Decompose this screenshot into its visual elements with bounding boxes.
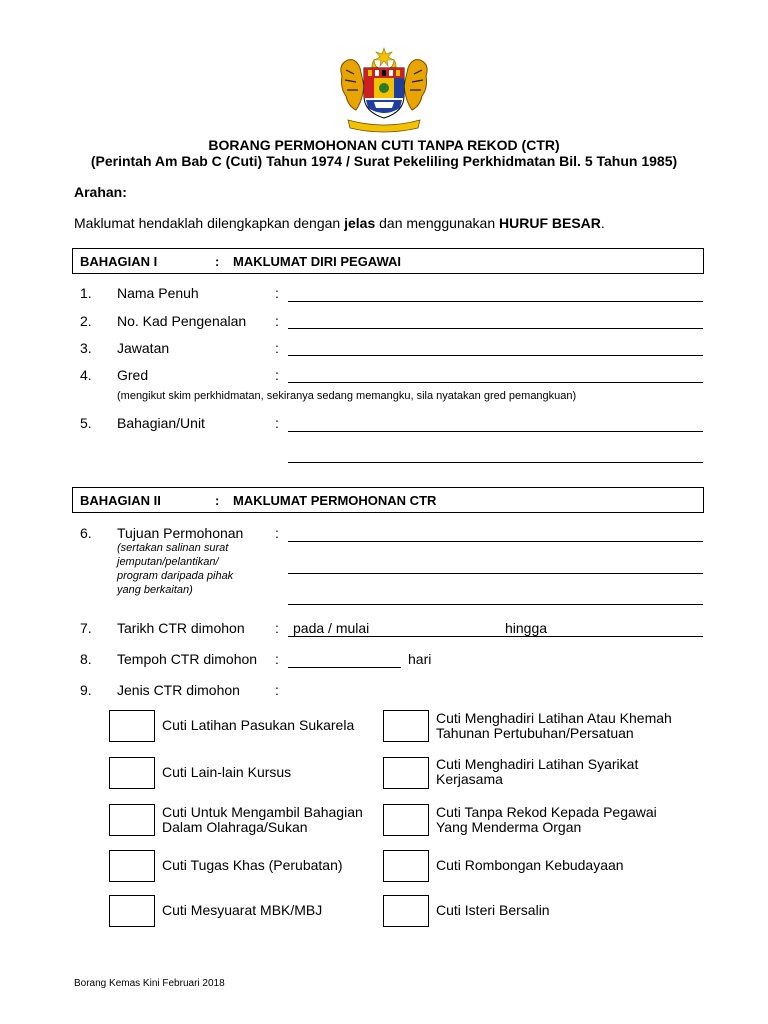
option-lain-lain-kursus: Cuti Lain-lain Kursus	[162, 764, 292, 780]
section-1-header: BAHAGIAN I : MAKLUMAT DIRI PEGAWAI	[72, 248, 704, 274]
checkbox-tugas-khas[interactable]	[109, 850, 155, 882]
option-isteri-bersalin: Cuti Isteri Bersalin	[436, 902, 550, 918]
checkbox-lain-lain-kursus[interactable]	[109, 757, 155, 789]
instructions-heading: Arahan:	[74, 184, 127, 200]
option-olahraga-sukan: Cuti Untuk Mengambil Bahagian Dalam Olahraga/Sukan	[162, 804, 363, 835]
checkbox-menderma-organ[interactable]	[383, 804, 429, 836]
section-2-header: BAHAGIAN II : MAKLUMAT PERMOHONAN CTR	[72, 487, 704, 513]
tarikh-field[interactable]	[288, 636, 703, 637]
label-jenis: Jenis CTR dimohon	[117, 682, 240, 698]
instructions-text: Maklumat hendaklah dilengkapkan dengan jelas dan menggunakan HURUF BESAR.	[74, 215, 605, 231]
label-nama-penuh: Nama Penuh	[117, 285, 199, 301]
gred-field[interactable]	[288, 382, 703, 383]
section-1-name: BAHAGIAN I	[80, 254, 158, 269]
jawatan-field[interactable]	[288, 355, 703, 356]
checkbox-mesyuarat[interactable]	[109, 895, 155, 927]
tarikh-from-label: pada / mulai	[293, 620, 370, 636]
checkbox-isteri-bersalin[interactable]	[383, 895, 429, 927]
kad-pengenalan-field[interactable]	[288, 328, 703, 329]
option-menderma-organ: Cuti Tanpa Rekod Kepada Pegawai Yang Menderma Organ	[436, 804, 657, 835]
tujuan-field-2[interactable]	[288, 573, 703, 574]
label-tarikh: Tarikh CTR dimohon	[117, 620, 245, 636]
tujuan-field-1[interactable]	[288, 541, 703, 542]
tempoh-unit: hari	[408, 651, 432, 667]
coat-of-arms-logo	[334, 46, 434, 134]
option-latihan-khemah: Cuti Menghadiri Latihan Atau Khemah Tahunan Pertubuhan/Persatuan	[436, 710, 672, 741]
label-gred: Gred	[117, 367, 149, 383]
label-tujuan: Tujuan Permohonan	[117, 525, 244, 541]
nama-penuh-field[interactable]	[288, 301, 703, 302]
gred-note: (mengikut skim perkhidmatan, sekiranya sedang memangku, sila nyatakan gred pemangkuan)	[117, 390, 577, 402]
tujuan-field-3[interactable]	[288, 604, 703, 605]
form-subtitle: (Perintah Am Bab C (Cuti) Tahun 1974 / Surat Pekeliling Perkhidmatan Bil. 5 Tahun 1985)	[90, 153, 678, 169]
bahagian-unit-field-2[interactable]	[288, 462, 703, 463]
tempoh-field[interactable]	[288, 667, 401, 668]
bahagian-unit-field[interactable]	[288, 431, 703, 432]
label-kad-pengenalan: No. Kad Pengenalan	[117, 313, 247, 329]
label-bahagian-unit: Bahagian/Unit	[117, 415, 205, 431]
checkbox-latihan-khemah[interactable]	[383, 710, 429, 742]
label-tempoh: Tempoh CTR dimohon	[117, 651, 258, 667]
section-2-title: MAKLUMAT PERMOHONAN CTR	[233, 493, 437, 508]
checkbox-rombongan-kebudayaan[interactable]	[383, 850, 429, 882]
option-pasukan-sukarela: Cuti Latihan Pasukan Sukarela	[162, 717, 355, 733]
tarikh-to-label: hingga	[505, 620, 548, 636]
section-2-name: BAHAGIAN II	[80, 493, 161, 508]
form-title: BORANG PERMOHONAN CUTI TANPA REKOD (CTR)	[208, 137, 560, 153]
option-rombongan-kebudayaan: Cuti Rombongan Kebudayaan	[436, 857, 624, 873]
checkbox-olahraga-sukan[interactable]	[109, 804, 155, 836]
label-jawatan: Jawatan	[117, 340, 170, 356]
checkbox-syarikat-kerjasama[interactable]	[383, 757, 429, 789]
checkbox-pasukan-sukarela[interactable]	[109, 710, 155, 742]
option-tugas-khas: Cuti Tugas Khas (Perubatan)	[162, 857, 343, 873]
tujuan-note: (sertakan salinan surat jemputan/pelantikan/ program daripada pihak yang berkaitan)	[117, 542, 234, 596]
footer-text: Borang Kemas Kini Februari 2018	[74, 978, 225, 989]
section-1-title: MAKLUMAT DIRI PEGAWAI	[233, 254, 402, 269]
option-syarikat-kerjasama: Cuti Menghadiri Latihan Syarikat Kerjasama	[436, 756, 639, 787]
option-mesyuarat: Cuti Mesyuarat MBK/MBJ	[162, 902, 323, 918]
